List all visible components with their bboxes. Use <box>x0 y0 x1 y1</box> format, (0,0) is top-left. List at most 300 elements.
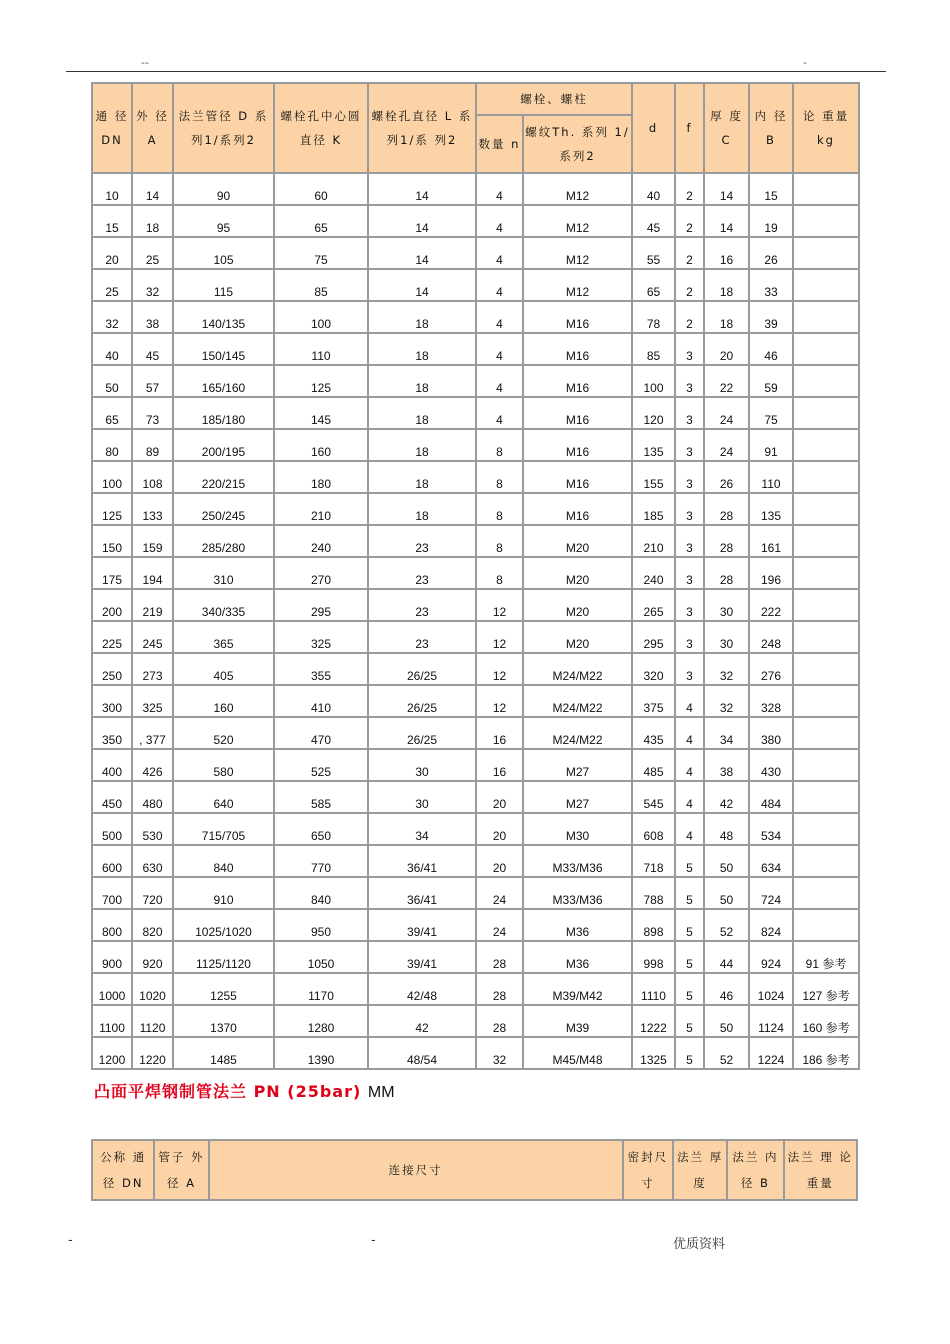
header-bolt-hole: 螺栓孔直径 L 系列1/系 列2 <box>369 84 477 174</box>
header-d: d <box>633 84 676 174</box>
cell-inner-diameter: 248 <box>750 622 794 654</box>
header-dn: 通 径 DN <box>93 84 133 174</box>
cell-d: 210 <box>633 526 676 558</box>
cell-bolt-count: 16 <box>477 718 524 750</box>
cell-bolt-count: 4 <box>477 366 524 398</box>
cell-bolt-circle: 210 <box>275 494 369 526</box>
cell-inner-diameter: 46 <box>750 334 794 366</box>
cell-f: 3 <box>676 558 705 590</box>
cell-f: 4 <box>676 750 705 782</box>
cell-f: 5 <box>676 846 705 878</box>
cell-weight <box>794 430 860 462</box>
cell-d: 45 <box>633 206 676 238</box>
cell-inner-diameter: 534 <box>750 814 794 846</box>
cell-f: 2 <box>676 206 705 238</box>
cell-f: 3 <box>676 430 705 462</box>
cell-outer-diameter: 25 <box>133 238 174 270</box>
cell-bolt-circle: 60 <box>275 174 369 206</box>
cell-dn: 450 <box>93 782 133 814</box>
cell-flange-diameter: 640 <box>174 782 275 814</box>
cell-bolt-hole: 39/41 <box>369 942 477 974</box>
cell-bolt-hole: 18 <box>369 462 477 494</box>
header-thickness: 厚 度 C <box>705 84 750 174</box>
cell-thickness: 26 <box>705 462 750 494</box>
cell-flange-diameter: 115 <box>174 270 275 302</box>
cell-thickness: 50 <box>705 846 750 878</box>
cell-thread: M16 <box>524 302 633 334</box>
cell-inner-diameter: 59 <box>750 366 794 398</box>
cell-outer-diameter: 32 <box>133 270 174 302</box>
cell-f: 2 <box>676 270 705 302</box>
cell-inner-diameter: 15 <box>750 174 794 206</box>
cell-bolt-count: 4 <box>477 270 524 302</box>
cell-flange-diameter: 1025/1020 <box>174 910 275 942</box>
cell-weight <box>794 398 860 430</box>
cell-flange-diameter: 1485 <box>174 1038 275 1070</box>
cell-thread: M16 <box>524 430 633 462</box>
cell-bolt-count: 4 <box>477 206 524 238</box>
cell-thread: M16 <box>524 494 633 526</box>
cell-f: 3 <box>676 590 705 622</box>
cell-f: 4 <box>676 814 705 846</box>
cell-inner-diameter: 824 <box>750 910 794 942</box>
table-row <box>93 686 860 718</box>
cell-inner-diameter: 634 <box>750 846 794 878</box>
cell-inner-diameter: 724 <box>750 878 794 910</box>
t2-header-seal: 密封尺 寸 <box>624 1141 674 1201</box>
cell-d: 40 <box>633 174 676 206</box>
cell-bolt-hole: 30 <box>369 750 477 782</box>
table-row <box>93 334 860 366</box>
cell-thickness: 50 <box>705 1006 750 1038</box>
cell-bolt-circle: 270 <box>275 558 369 590</box>
cell-thickness: 22 <box>705 366 750 398</box>
cell-bolt-count: 4 <box>477 398 524 430</box>
cell-bolt-circle: 410 <box>275 686 369 718</box>
cell-bolt-hole: 14 <box>369 238 477 270</box>
cell-thread: M12 <box>524 270 633 302</box>
cell-f: 5 <box>676 974 705 1006</box>
cell-bolt-count: 20 <box>477 814 524 846</box>
cell-bolt-circle: 950 <box>275 910 369 942</box>
header-mark-left: -- <box>141 56 149 69</box>
header-mark-right: - <box>803 56 807 69</box>
table-row <box>93 718 860 750</box>
cell-bolt-hole: 34 <box>369 814 477 846</box>
cell-d: 240 <box>633 558 676 590</box>
t2-header-thickness: 法兰 厚度 <box>674 1141 728 1201</box>
cell-weight <box>794 782 860 814</box>
table-row <box>93 366 860 398</box>
table-row <box>93 270 860 302</box>
cell-bolt-circle: 100 <box>275 302 369 334</box>
cell-outer-diameter: 14 <box>133 174 174 206</box>
cell-weight <box>794 462 860 494</box>
cell-bolt-circle: 295 <box>275 590 369 622</box>
cell-weight <box>794 270 860 302</box>
cell-thickness: 52 <box>705 1038 750 1070</box>
cell-flange-diameter: 340/335 <box>174 590 275 622</box>
cell-flange-diameter: 90 <box>174 174 275 206</box>
cell-d: 185 <box>633 494 676 526</box>
cell-weight <box>794 750 860 782</box>
cell-bolt-hole: 23 <box>369 590 477 622</box>
cell-d: 85 <box>633 334 676 366</box>
cell-f: 5 <box>676 942 705 974</box>
cell-bolt-circle: 1170 <box>275 974 369 1006</box>
cell-thread: M16 <box>524 462 633 494</box>
cell-flange-diameter: 405 <box>174 654 275 686</box>
header-f: f <box>676 84 705 174</box>
table-row <box>93 494 860 526</box>
cell-f: 5 <box>676 1038 705 1070</box>
cell-bolt-count: 16 <box>477 750 524 782</box>
cell-thickness: 46 <box>705 974 750 1006</box>
cell-f: 5 <box>676 1006 705 1038</box>
cell-flange-diameter: 250/245 <box>174 494 275 526</box>
section-unit: MM <box>367 1084 395 1101</box>
cell-bolt-count: 20 <box>477 782 524 814</box>
cell-d: 78 <box>633 302 676 334</box>
cell-thread: M27 <box>524 782 633 814</box>
table-row <box>93 974 860 1006</box>
table-row <box>93 846 860 878</box>
cell-d: 718 <box>633 846 676 878</box>
cell-thread: M33/M36 <box>524 878 633 910</box>
cell-bolt-circle: 840 <box>275 878 369 910</box>
cell-flange-diameter: 840 <box>174 846 275 878</box>
cell-bolt-hole: 48/54 <box>369 1038 477 1070</box>
cell-outer-diameter: 426 <box>133 750 174 782</box>
cell-flange-diameter: 1125/1120 <box>174 942 275 974</box>
cell-bolt-circle: 1390 <box>275 1038 369 1070</box>
cell-bolt-count: 4 <box>477 334 524 366</box>
cell-weight <box>794 302 860 334</box>
cell-thickness: 24 <box>705 430 750 462</box>
cell-thread: M16 <box>524 366 633 398</box>
table-row <box>93 910 860 942</box>
cell-flange-diameter: 140/135 <box>174 302 275 334</box>
cell-inner-diameter: 484 <box>750 782 794 814</box>
cell-dn: 400 <box>93 750 133 782</box>
cell-bolt-circle: 525 <box>275 750 369 782</box>
cell-d: 320 <box>633 654 676 686</box>
cell-weight <box>794 718 860 750</box>
cell-bolt-hole: 18 <box>369 334 477 366</box>
cell-thread: M12 <box>524 238 633 270</box>
cell-bolt-circle: 770 <box>275 846 369 878</box>
cell-bolt-count: 12 <box>477 622 524 654</box>
table-row <box>93 814 860 846</box>
cell-thread: M39/M42 <box>524 974 633 1006</box>
cell-d: 898 <box>633 910 676 942</box>
cell-f: 5 <box>676 910 705 942</box>
cell-outer-diameter: 38 <box>133 302 174 334</box>
cell-bolt-circle: 240 <box>275 526 369 558</box>
cell-bolt-count: 4 <box>477 174 524 206</box>
cell-d: 435 <box>633 718 676 750</box>
cell-thread: M16 <box>524 398 633 430</box>
cell-bolt-circle: 1050 <box>275 942 369 974</box>
cell-bolt-count: 8 <box>477 462 524 494</box>
cell-bolt-hole: 30 <box>369 782 477 814</box>
flange-dimension-table <box>91 82 860 1070</box>
cell-bolt-hole: 42/48 <box>369 974 477 1006</box>
cell-dn: 250 <box>93 654 133 686</box>
cell-inner-diameter: 430 <box>750 750 794 782</box>
cell-weight <box>794 206 860 238</box>
table-row <box>93 430 860 462</box>
cell-thickness: 52 <box>705 910 750 942</box>
cell-thread: M36 <box>524 942 633 974</box>
cell-flange-diameter: 715/705 <box>174 814 275 846</box>
section-title <box>94 1079 395 1102</box>
cell-dn: 10 <box>93 174 133 206</box>
cell-weight <box>794 910 860 942</box>
cell-thickness: 20 <box>705 334 750 366</box>
cell-thickness: 30 <box>705 622 750 654</box>
cell-thickness: 32 <box>705 686 750 718</box>
cell-outer-diameter: 18 <box>133 206 174 238</box>
cell-flange-diameter: 200/195 <box>174 430 275 462</box>
cell-weight: 127 参考 <box>794 974 860 1006</box>
cell-weight <box>794 622 860 654</box>
header-weight: 论 重量 kg <box>794 84 860 174</box>
cell-thread: M20 <box>524 622 633 654</box>
cell-thread: M12 <box>524 174 633 206</box>
cell-d: 135 <box>633 430 676 462</box>
cell-bolt-count: 12 <box>477 686 524 718</box>
cell-thickness: 16 <box>705 238 750 270</box>
cell-dn: 125 <box>93 494 133 526</box>
cell-thread: M45/M48 <box>524 1038 633 1070</box>
cell-bolt-count: 4 <box>477 238 524 270</box>
header-thread: 螺纹Th. 系列 1/系列2 <box>524 116 633 174</box>
cell-flange-diameter: 310 <box>174 558 275 590</box>
cell-bolt-count: 20 <box>477 846 524 878</box>
cell-f: 3 <box>676 334 705 366</box>
cell-thickness: 14 <box>705 206 750 238</box>
cell-f: 3 <box>676 462 705 494</box>
cell-outer-diameter: 325 <box>133 686 174 718</box>
cell-bolt-circle: 160 <box>275 430 369 462</box>
cell-flange-diameter: 150/145 <box>174 334 275 366</box>
cell-thickness: 24 <box>705 398 750 430</box>
cell-f: 3 <box>676 366 705 398</box>
cell-weight <box>794 654 860 686</box>
cell-inner-diameter: 39 <box>750 302 794 334</box>
cell-bolt-hole: 26/25 <box>369 654 477 686</box>
header-bolt-count: 数量 n <box>477 116 524 174</box>
cell-inner-diameter: 196 <box>750 558 794 590</box>
cell-dn: 50 <box>93 366 133 398</box>
cell-outer-diameter: 57 <box>133 366 174 398</box>
cell-dn: 65 <box>93 398 133 430</box>
cell-d: 1325 <box>633 1038 676 1070</box>
cell-bolt-circle: 1280 <box>275 1006 369 1038</box>
cell-outer-diameter: 194 <box>133 558 174 590</box>
table-row <box>93 238 860 270</box>
table-row <box>93 878 860 910</box>
cell-dn: 225 <box>93 622 133 654</box>
cell-flange-diameter: 105 <box>174 238 275 270</box>
cell-weight: 91 参考 <box>794 942 860 974</box>
cell-bolt-hole: 14 <box>369 206 477 238</box>
cell-inner-diameter: 1024 <box>750 974 794 1006</box>
cell-dn: 800 <box>93 910 133 942</box>
cell-thread: M30 <box>524 814 633 846</box>
cell-f: 3 <box>676 494 705 526</box>
cell-bolt-hole: 26/25 <box>369 686 477 718</box>
cell-thickness: 42 <box>705 782 750 814</box>
cell-bolt-count: 28 <box>477 974 524 1006</box>
cell-d: 545 <box>633 782 676 814</box>
cell-bolt-hole: 14 <box>369 270 477 302</box>
cell-thickness: 28 <box>705 558 750 590</box>
table-row <box>93 622 860 654</box>
cell-inner-diameter: 276 <box>750 654 794 686</box>
footer-mark-left: - <box>68 1233 73 1248</box>
cell-outer-diameter: 245 <box>133 622 174 654</box>
header-bolt-group: 螺栓、螺柱 <box>477 84 633 116</box>
cell-dn: 80 <box>93 430 133 462</box>
cell-f: 3 <box>676 654 705 686</box>
cell-d: 120 <box>633 398 676 430</box>
cell-d: 155 <box>633 462 676 494</box>
cell-weight <box>794 174 860 206</box>
cell-inner-diameter: 380 <box>750 718 794 750</box>
cell-flange-diameter: 165/160 <box>174 366 275 398</box>
t2-header-weight: 法兰 理 论 重量 <box>785 1141 858 1201</box>
section-title-text: 凸面平焊钢制管法兰 PN (25bar) <box>94 1082 362 1101</box>
table-row <box>93 398 860 430</box>
cell-outer-diameter: 108 <box>133 462 174 494</box>
cell-bolt-circle: 180 <box>275 462 369 494</box>
cell-dn: 600 <box>93 846 133 878</box>
cell-bolt-circle: 125 <box>275 366 369 398</box>
cell-bolt-hole: 18 <box>369 430 477 462</box>
cell-dn: 300 <box>93 686 133 718</box>
cell-bolt-count: 8 <box>477 558 524 590</box>
cell-f: 3 <box>676 622 705 654</box>
cell-thickness: 18 <box>705 270 750 302</box>
pn25-flange-table-header <box>91 1139 858 1201</box>
table-row <box>93 462 860 494</box>
cell-d: 485 <box>633 750 676 782</box>
cell-thread: M39 <box>524 1006 633 1038</box>
cell-weight: 186 参考 <box>794 1038 860 1070</box>
cell-thread: M16 <box>524 334 633 366</box>
cell-thread: M20 <box>524 590 633 622</box>
cell-thread: M12 <box>524 206 633 238</box>
t2-header-connection: 连接尺寸 <box>210 1141 624 1201</box>
table-row <box>93 302 860 334</box>
cell-dn: 700 <box>93 878 133 910</box>
cell-outer-diameter: 45 <box>133 334 174 366</box>
cell-weight <box>794 366 860 398</box>
table-row <box>93 1006 860 1038</box>
cell-inner-diameter: 222 <box>750 590 794 622</box>
cell-d: 608 <box>633 814 676 846</box>
cell-weight: 160 参考 <box>794 1006 860 1038</box>
cell-outer-diameter: , 377 <box>133 718 174 750</box>
cell-outer-diameter: 530 <box>133 814 174 846</box>
footer-mark-center: - <box>371 1233 376 1248</box>
cell-thread: M20 <box>524 558 633 590</box>
cell-weight <box>794 814 860 846</box>
cell-f: 3 <box>676 398 705 430</box>
cell-bolt-circle: 110 <box>275 334 369 366</box>
cell-outer-diameter: 89 <box>133 430 174 462</box>
cell-f: 5 <box>676 878 705 910</box>
cell-bolt-circle: 85 <box>275 270 369 302</box>
footer-brand: 优质资料 <box>673 1237 726 1252</box>
cell-flange-diameter: 95 <box>174 206 275 238</box>
header-rule <box>66 71 886 72</box>
cell-outer-diameter: 630 <box>133 846 174 878</box>
cell-outer-diameter: 1020 <box>133 974 174 1006</box>
cell-thread: M27 <box>524 750 633 782</box>
cell-bolt-count: 12 <box>477 590 524 622</box>
cell-thickness: 30 <box>705 590 750 622</box>
cell-bolt-circle: 145 <box>275 398 369 430</box>
cell-weight <box>794 526 860 558</box>
cell-inner-diameter: 135 <box>750 494 794 526</box>
cell-flange-diameter: 910 <box>174 878 275 910</box>
cell-inner-diameter: 26 <box>750 238 794 270</box>
cell-bolt-hole: 18 <box>369 302 477 334</box>
cell-dn: 175 <box>93 558 133 590</box>
cell-bolt-circle: 650 <box>275 814 369 846</box>
cell-bolt-hole: 36/41 <box>369 846 477 878</box>
cell-dn: 350 <box>93 718 133 750</box>
cell-thickness: 18 <box>705 302 750 334</box>
cell-thickness: 14 <box>705 174 750 206</box>
cell-bolt-count: 24 <box>477 910 524 942</box>
cell-outer-diameter: 159 <box>133 526 174 558</box>
cell-f: 3 <box>676 526 705 558</box>
t2-header-pipe-od: 管子 外径 A <box>155 1141 209 1201</box>
cell-bolt-hole: 14 <box>369 174 477 206</box>
cell-inner-diameter: 1224 <box>750 1038 794 1070</box>
cell-bolt-count: 8 <box>477 494 524 526</box>
cell-thread: M24/M22 <box>524 718 633 750</box>
cell-bolt-circle: 75 <box>275 238 369 270</box>
cell-bolt-circle: 325 <box>275 622 369 654</box>
cell-thickness: 28 <box>705 494 750 526</box>
cell-d: 295 <box>633 622 676 654</box>
cell-inner-diameter: 75 <box>750 398 794 430</box>
cell-dn: 100 <box>93 462 133 494</box>
cell-weight <box>794 494 860 526</box>
cell-flange-diameter: 1255 <box>174 974 275 1006</box>
cell-weight <box>794 238 860 270</box>
header-inner-diameter: 内 径 B <box>750 84 794 174</box>
cell-d: 1222 <box>633 1006 676 1038</box>
cell-inner-diameter: 33 <box>750 270 794 302</box>
cell-outer-diameter: 1220 <box>133 1038 174 1070</box>
cell-dn: 900 <box>93 942 133 974</box>
header-flange-diameter: 法兰管径 D 系列1/系列2 <box>174 84 275 174</box>
cell-weight <box>794 334 860 366</box>
cell-outer-diameter: 219 <box>133 590 174 622</box>
table-row <box>93 526 860 558</box>
cell-weight <box>794 878 860 910</box>
cell-dn: 1200 <box>93 1038 133 1070</box>
cell-dn: 20 <box>93 238 133 270</box>
cell-outer-diameter: 480 <box>133 782 174 814</box>
cell-bolt-hole: 23 <box>369 526 477 558</box>
